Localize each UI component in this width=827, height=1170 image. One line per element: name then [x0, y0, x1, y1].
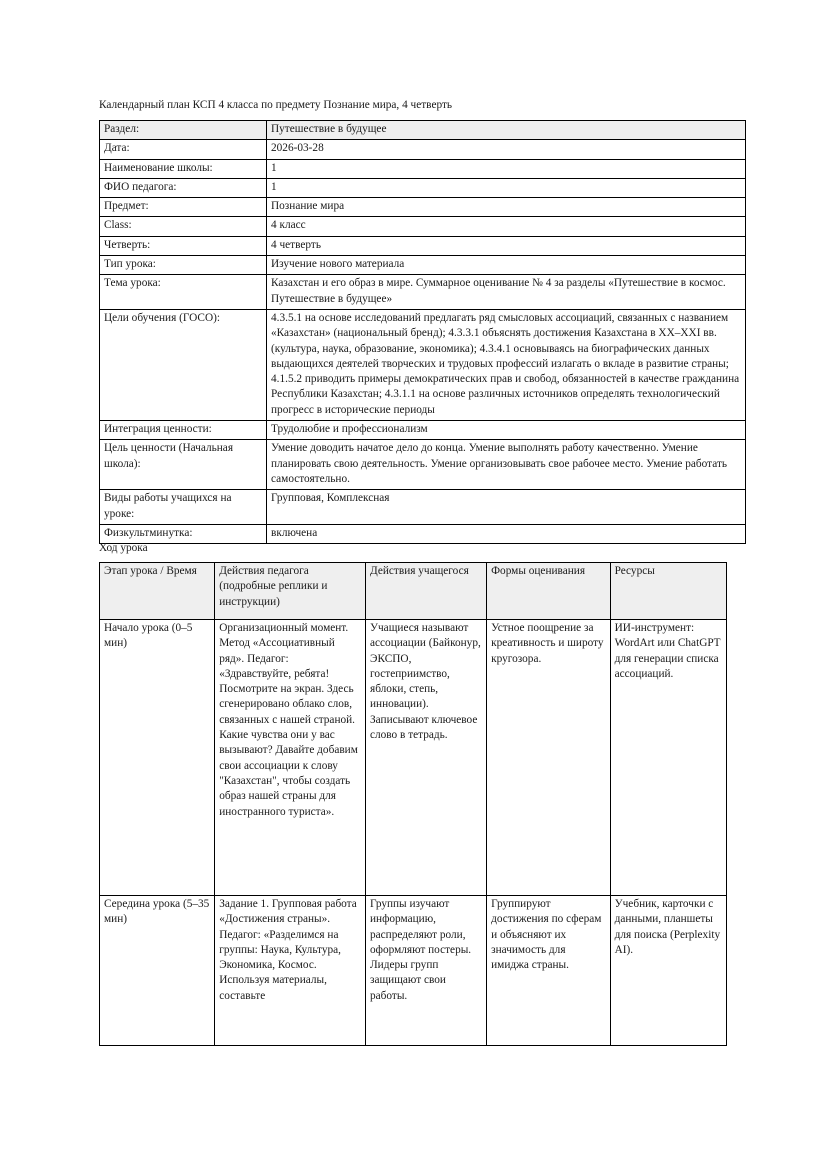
- info-row-value: Казахстан и его образ в мире. Суммарное оценивание № 4 за разделы «Путешествие в космос. Путешествие в будущее»: [267, 275, 746, 310]
- cell-resources: Учебник, карточки с данными, планшеты для поиска (Perplexity AI).: [610, 896, 726, 1046]
- lesson-flow-table: [99, 562, 727, 1046]
- info-row-value: 4 четверть: [267, 236, 746, 255]
- info-row-key: Физкультминутка:: [100, 524, 267, 543]
- info-row-key: Тема урока:: [100, 275, 267, 310]
- table-row: [100, 620, 727, 896]
- table-row: [100, 524, 746, 543]
- table-row: [100, 896, 727, 1046]
- column-header-student-actions: Действия учащегося: [366, 563, 487, 620]
- table-row: [100, 490, 746, 525]
- table-row: [100, 256, 746, 275]
- column-header-stage: Этап урока / Время: [100, 563, 215, 620]
- cell-teacher-actions: Задание 1. Групповая работа «Достижения страны». Педагог: «Разделимся на группы: Наука, Культура, Экономика, Космос. Используя материалы, составьте: [215, 896, 366, 1046]
- table-row: [100, 236, 746, 255]
- cell-student-actions: Группы изучают информацию, распределяют роли, оформляют постеры. Лидеры групп защищают свои работы.: [366, 896, 487, 1046]
- column-header-teacher-actions: Действия педагога (подробные реплики и инструкции): [215, 563, 366, 620]
- info-row-value: Умение доводить начатое дело до конца. Умение выполнять работу качественно. Умение планировать свою деятельность. Умение организовывать свое рабочее место. Умение работать самостоятельно.: [267, 440, 746, 490]
- cell-student-actions: Учащиеся называют ассоциации (Байконур, ЭКСПО, гостеприимство, яблоки, степь, инновации). Записывают ключевое слово в тетрадь.: [366, 620, 487, 896]
- info-row-key: Четверть:: [100, 236, 267, 255]
- info-row-value: 2026-03-28: [267, 140, 746, 159]
- table-row: [100, 178, 746, 197]
- info-row-value: Познание мира: [267, 198, 746, 217]
- table-row: [100, 275, 746, 310]
- table-row: [100, 159, 746, 178]
- cell-assessment: Группируют достижения по сферам и объясняют их значимость для имиджа страны.: [487, 896, 611, 1046]
- info-row-key: Цели обучения (ГОСО):: [100, 309, 267, 420]
- cell-stage: Начало урока (0–5 мин): [100, 620, 215, 896]
- section-caption-lesson-flow: Ход урока: [99, 542, 148, 554]
- table-row: [100, 217, 746, 236]
- page-title: Календарный план КСП 4 класса по предмету Познание мира, 4 четверть: [99, 99, 453, 111]
- info-row-value: Изучение нового материала: [267, 256, 746, 275]
- info-row-value: 4 класс: [267, 217, 746, 236]
- info-row-key: Предмет:: [100, 198, 267, 217]
- cell-assessment: Устное поощрение за креативность и широту кругозора.: [487, 620, 611, 896]
- info-row-key: Цель ценности (Начальная школа):: [100, 440, 267, 490]
- cell-teacher-actions: Организационный момент. Метод «Ассоциативный ряд». Педагог: «Здравствуйте, ребята! Посмотрите на экран. Здесь сгенерировано облако слов, связанных с нашей страной. Какие чувства они у вас вызывают? Давайте добавим свои ассоциации к слову "Казахстан", чтобы создать образ нашей страны для иностранного туриста».: [215, 620, 366, 896]
- lesson-flow-table-body: [100, 620, 727, 1046]
- table-row: [100, 140, 746, 159]
- table-row: [100, 309, 746, 420]
- info-row-key: Тип урока:: [100, 256, 267, 275]
- info-row-key: Наименование школы:: [100, 159, 267, 178]
- info-row-value: Групповая, Комплексная: [267, 490, 746, 525]
- lesson-info-table: [99, 120, 746, 544]
- info-row-value: включена: [267, 524, 746, 543]
- lesson-info-table-body: [100, 121, 746, 544]
- lesson-flow-table-head: [100, 563, 727, 620]
- info-row-value: 1: [267, 178, 746, 197]
- info-row-value: 1: [267, 159, 746, 178]
- info-row-key: Раздел:: [100, 121, 267, 140]
- info-row-key: Интеграция ценности:: [100, 421, 267, 440]
- cell-resources: ИИ-инструмент: WordArt или ChatGPT для генерации списка ассоциаций.: [610, 620, 726, 896]
- info-row-key: Дата:: [100, 140, 267, 159]
- info-row-key: ФИО педагога:: [100, 178, 267, 197]
- info-row-key: Class:: [100, 217, 267, 236]
- column-header-assessment: Формы оценивания: [487, 563, 611, 620]
- table-row: [100, 121, 746, 140]
- info-row-key: Виды работы учащихся на уроке:: [100, 490, 267, 525]
- info-row-value: Трудолюбие и профессионализм: [267, 421, 746, 440]
- info-row-value: 4.3.5.1 на основе исследований предлагать ряд смысловых ассоциаций, связанных с названием «Казахстан» (национальный бренд); 4.3.3.1 объяснять достижения Казахстана в XX–XXI вв. (культура, наука, образование, экономика); 4.3.4.1 основываясь на биографических данных выдающихся деятелей творческих и трудовых профессий излагать о вкладе в развитие страны; 4.1.5.2 приводить примеры демократических прав и свобод, обязанностей в качестве гражданина Республики Казахстан; 4.3.1.1 на основе различных источников определять технологический прогресс в исторические периоды: [267, 309, 746, 420]
- info-row-value: Путешествие в будущее: [267, 121, 746, 140]
- table-row: [100, 440, 746, 490]
- cell-stage: Середина урока (5–35 мин): [100, 896, 215, 1046]
- table-row: [100, 198, 746, 217]
- table-header-row: [100, 563, 727, 620]
- table-row: [100, 421, 746, 440]
- column-header-resources: Ресурсы: [610, 563, 726, 620]
